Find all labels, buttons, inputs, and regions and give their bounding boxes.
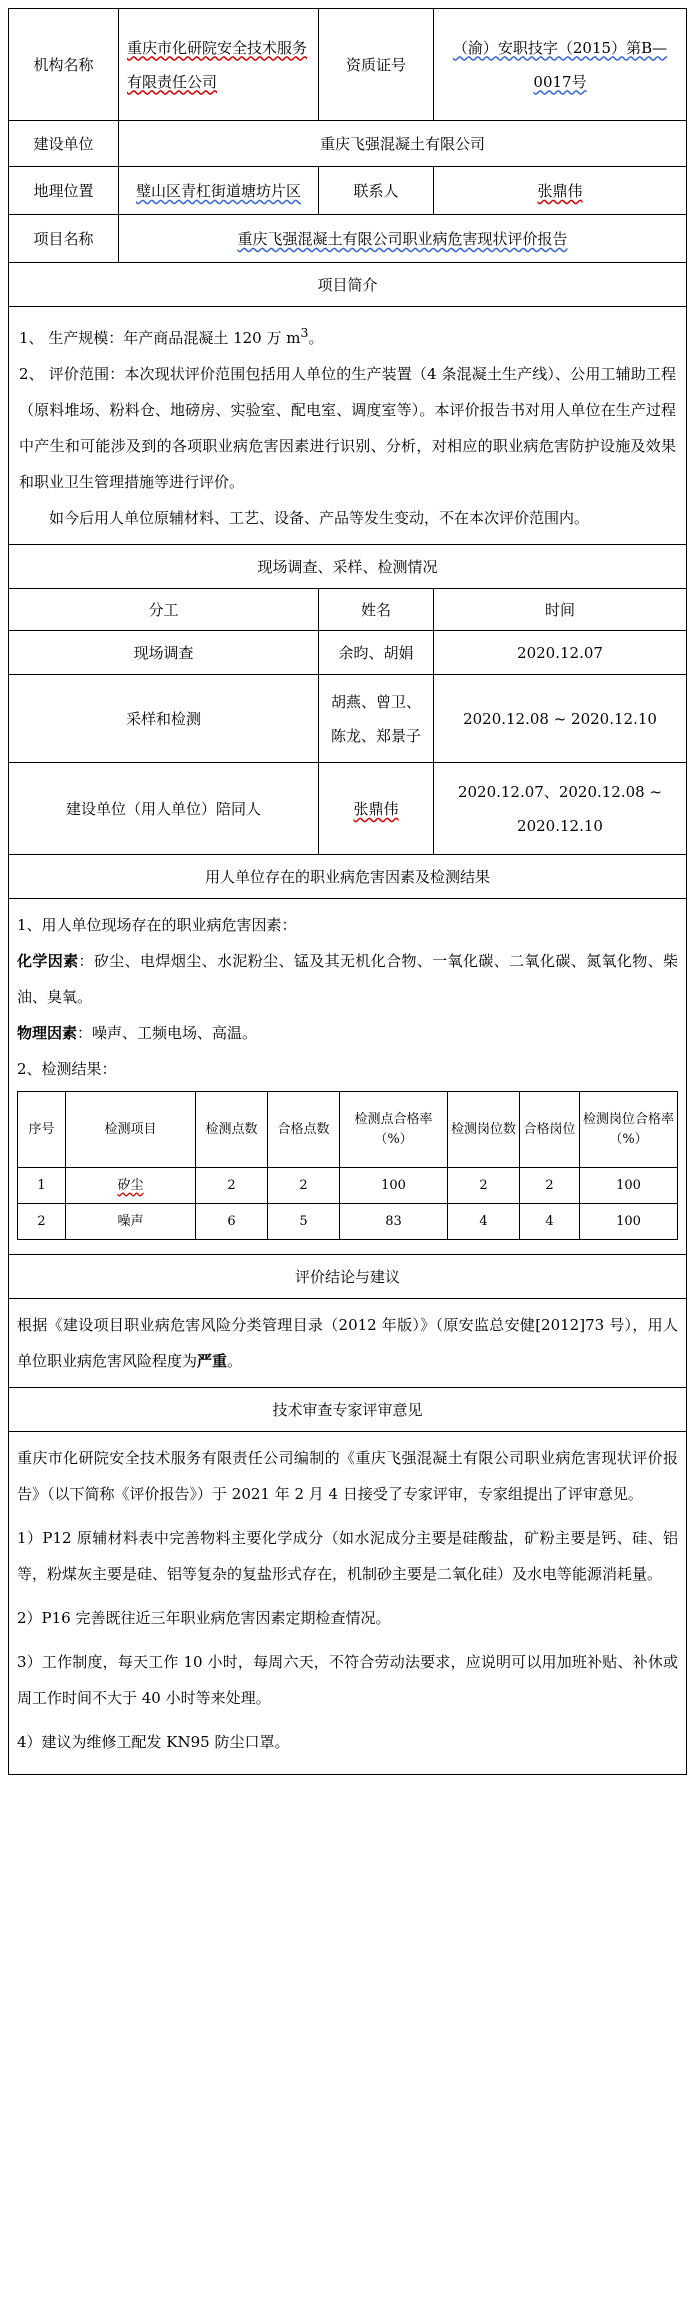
builder-name: 重庆飞强混凝土有限公司 xyxy=(119,121,687,167)
survey-time: 2020.12.07 xyxy=(434,631,687,675)
survey-role: 采样和检测 xyxy=(9,675,319,763)
location-label: 地理位置 xyxy=(9,167,119,215)
results-header: 检测岗位合格率（%） xyxy=(580,1092,678,1168)
survey-time: 2020.12.07、2020.12.08 ~ 2020.12.10 xyxy=(434,763,687,855)
location-value: 璧山区青杠街道塘坊片区 xyxy=(119,167,319,215)
results-cell: 矽尘 xyxy=(66,1168,196,1204)
hazards-body xyxy=(9,899,687,1255)
hazards-item1: 1、用人单位现场存在的职业病危害因素： xyxy=(17,916,297,934)
contact-value: 张鼎伟 xyxy=(434,167,687,215)
survey-title: 现场调查、采样、检测情况 xyxy=(9,545,687,589)
report-form xyxy=(8,8,686,1775)
org-name: 重庆市化研院安全技术服务有限责任公司 xyxy=(119,9,319,121)
results-cell: 83 xyxy=(340,1204,448,1240)
hazards-chemical: 化学因素：矽尘、电焊烟尘、水泥粉尘、锰及其无机化合物、一氧化碳、二氧化碳、氮氧化物、柴油、臭氧。 xyxy=(17,952,678,1006)
results-cell: 100 xyxy=(340,1168,448,1204)
hazards-item2: 2、检测结果： xyxy=(17,1060,117,1078)
review-item: 2）P16 完善既往近三年职业病危害因素定期检查情况。 xyxy=(17,1609,391,1627)
results-cell: 100 xyxy=(580,1168,678,1204)
project-label: 项目名称 xyxy=(9,215,119,263)
report-table xyxy=(8,8,687,1775)
hazards-physical: 物理因素：噪声、工频电场、高温。 xyxy=(17,1024,258,1042)
results-cell: 2 xyxy=(18,1204,66,1240)
results-cell: 2 xyxy=(196,1168,268,1204)
results-table xyxy=(17,1091,678,1240)
results-cell: 2 xyxy=(448,1168,520,1204)
results-header: 合格点数 xyxy=(268,1092,340,1168)
intro-scale: 1、 生产规模：年产商品混凝土 120 万 $m^3$。 xyxy=(19,325,324,347)
results-cell: 5 xyxy=(268,1204,340,1240)
results-cell: 2 xyxy=(520,1168,580,1204)
review-item: 4）建议为维修工配发 KN95 防尘口罩。 xyxy=(17,1733,290,1751)
results-cell: 2 xyxy=(268,1168,340,1204)
survey-names: 张鼎伟 xyxy=(319,763,434,855)
conclusion-body xyxy=(9,1299,687,1388)
results-header: 检测点合格率（%） xyxy=(340,1092,448,1168)
review-item: 3）工作制度，每天工作 10 小时，每周六天，不符合劳动法要求，应说明可以用加班补贴、补休或周工作时间不大于 40 小时等来处理。 xyxy=(17,1653,678,1707)
intro-note: 如今后用人单位原辅材料、工艺、设备、产品等发生变动，不在本次评价范围内。 xyxy=(49,509,590,527)
conclusion-title: 评价结论与建议 xyxy=(9,1255,687,1299)
results-header: 检测点数 xyxy=(196,1092,268,1168)
table-row xyxy=(18,1204,678,1240)
results-header: 序号 xyxy=(18,1092,66,1168)
intro-scope: 2、 评价范围：本次现状评价范围包括用人单位的生产装置（4 条混凝土生产线）、公用工辅助工程（原料堆场、粉料仓、地磅房、实验室、配电室、调度室等）。本评价报告书对用人单位在生产过程中产生和可能涉及到的各项职业病危害因素进行识别、分析，对相应的职业病危害防护设施及效果和职业卫生管理措施等进行评价。 xyxy=(19,365,676,491)
results-cell: 噪声 xyxy=(66,1204,196,1240)
org-label: 机构名称 xyxy=(9,9,119,121)
review-intro: 重庆市化研院安全技术服务有限责任公司编制的《重庆飞强混凝土有限公司职业病危害现状评价报告》（以下简称《评价报告》）于 2021 年 2 月 4 日接受了专家评审，专家组提出了评审意见。 xyxy=(17,1449,678,1503)
results-header: 合格岗位 xyxy=(520,1092,580,1168)
survey-role: 建设单位（用人单位）陪同人 xyxy=(9,763,319,855)
cert-label: 资质证号 xyxy=(319,9,434,121)
survey-col-name: 姓名 xyxy=(319,589,434,631)
survey-time: 2020.12.08 ~ 2020.12.10 xyxy=(434,675,687,763)
results-cell: 4 xyxy=(448,1204,520,1240)
survey-col-time: 时间 xyxy=(434,589,687,631)
project-name: 重庆飞强混凝土有限公司职业病危害现状评价报告 xyxy=(119,215,687,263)
results-cell: 100 xyxy=(580,1204,678,1240)
intro-body xyxy=(9,307,687,545)
results-cell: 6 xyxy=(196,1204,268,1240)
builder-label: 建设单位 xyxy=(9,121,119,167)
results-header: 检测项目 xyxy=(66,1092,196,1168)
hazards-title: 用人单位存在的职业病危害因素及检测结果 xyxy=(9,855,687,899)
intro-title: 项目简介 xyxy=(9,263,687,307)
results-cell: 4 xyxy=(520,1204,580,1240)
table-row xyxy=(18,1168,678,1204)
review-title: 技术审查专家评审意见 xyxy=(9,1388,687,1432)
cert-number: （渝）安职技字（2015）第B—0017号 xyxy=(434,9,687,121)
results-cell: 1 xyxy=(18,1168,66,1204)
review-item: 1）P12 原辅材料表中完善物料主要化学成分（如水泥成分主要是硅酸盐，矿粉主要是钙、硅、铝等，粉煤灰主要是硅、铝等复杂的复盐形式存在，机制砂主要是二氧化硅）及水电等能源消耗量。 xyxy=(17,1529,678,1583)
survey-col-role: 分工 xyxy=(9,589,319,631)
contact-label: 联系人 xyxy=(319,167,434,215)
survey-names: 胡燕、曾卫、陈龙、郑景子 xyxy=(319,675,434,763)
conclusion-text: 根据《建设项目职业病危害风险分类管理目录（2012 年版）》（原安监总安健[2012]73 号），用人单位职业病危害风险程度为严重。 xyxy=(17,1316,678,1370)
survey-role: 现场调查 xyxy=(9,631,319,675)
review-body xyxy=(9,1432,687,1775)
results-header: 检测岗位数 xyxy=(448,1092,520,1168)
survey-names: 余昀、胡娟 xyxy=(319,631,434,675)
